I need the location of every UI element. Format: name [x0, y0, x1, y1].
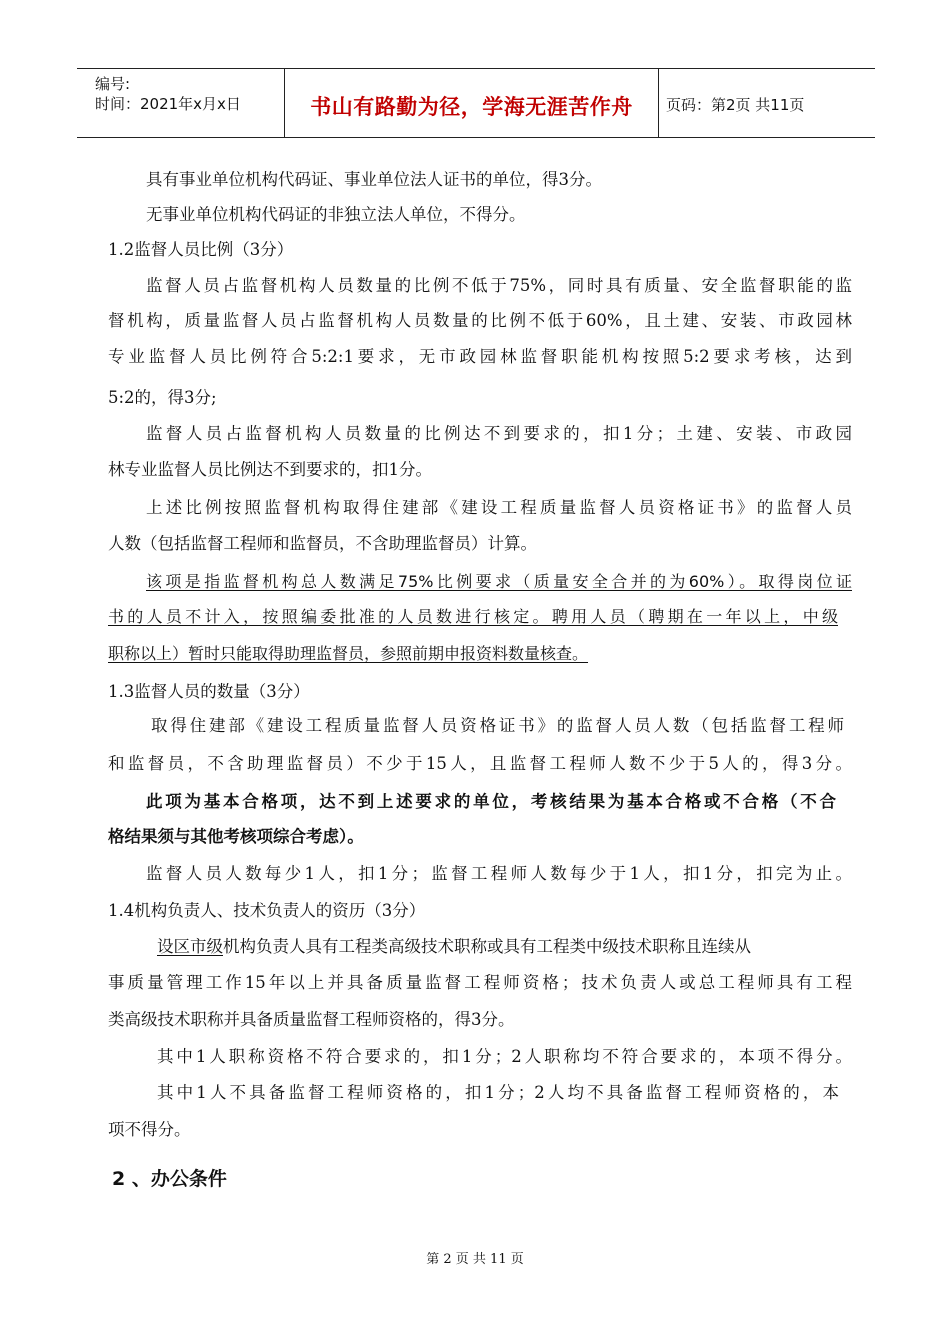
paragraph-line: 监督人员占监督机构人员数量的比例不低于75%，同时具有质量、安全监督职能的监: [146, 276, 852, 295]
paragraph-line: 事质量管理工作15年以上并具备质量监督工程师资格；技术负责人或总工程师具有工程: [108, 973, 852, 992]
paragraph-line: 和监督员，不含助理监督员）不少于15人，且监督工程师人数不少于5人的，得3分。: [108, 754, 852, 773]
document-header: [77, 68, 875, 138]
paragraph-line: 人数（包括监督工程师和监督员，不含助理监督员）计算。: [108, 534, 537, 553]
paragraph-line: 监督人员占监督机构人员数量的比例达不到要求的，扣1分；土建、安装、市政园: [146, 424, 852, 443]
paragraph-line: 项不得分。: [108, 1120, 191, 1139]
bold-note-line: 格结果须与其他考核项综合考虑）。: [108, 827, 364, 846]
paragraph-line: 5:2的，得3分;: [108, 388, 217, 407]
bold-note-line: 此项为基本合格项，达不到上述要求的单位，考核结果为基本合格或不合格（不合: [146, 792, 836, 811]
paragraph-line: 其中1人不具备监督工程师资格的，扣1分；2人均不具备监督工程师资格的，本: [157, 1083, 839, 1102]
paragraph-line: 林专业监督人员比例达不到要求的，扣1分。: [108, 460, 432, 479]
paragraph-line: 督机构，质量监督人员占监督机构人员数量的比例不低于60%，且土建、安装、市政园林: [108, 311, 852, 330]
paragraph-line: 其中1人职称资格不符合要求的，扣1分；2人职称均不符合要求的，本项不得分。: [157, 1047, 852, 1066]
paragraph-line: 具有事业单位机构代码证、事业单位法人证书的单位，得3分。: [146, 170, 602, 189]
paragraph-line: 取得住建部《建设工程质量监督人员资格证书》的监督人员人数（包括监督工程师: [151, 716, 844, 735]
header-right-cell: [659, 69, 875, 137]
document-number-label: 编号:: [95, 75, 131, 93]
note-line: 职称以上）暂时只能取得助理监督员，参照前期申报资料数量核查。: [108, 644, 589, 663]
section-heading-1-3: 1.3监督人员的数量（3分）: [108, 682, 310, 701]
paragraph-line: 监督人员人数每少1人，扣1分；监督工程师人数每少于1人，扣1分，扣完为止。: [146, 864, 852, 883]
header-page-label: 页码：第2页 共11页: [666, 96, 805, 114]
paragraph-line: [157, 935, 852, 959]
page-footer: 第 2 页 共 11 页: [426, 1252, 524, 1267]
paragraph-line: 类高级技术职称并具备质量监督工程师资格的，得3分。: [108, 1010, 515, 1029]
paragraph-line: 无事业单位机构代码证的非独立法人单位，不得分。: [146, 205, 526, 224]
header-motto: 书山有路勤为径，学海无涯苦作舟: [310, 95, 633, 119]
paragraph-text: 机构负责人具有工程类高级技术职称或具有工程类中级技术职称且连续从: [223, 937, 751, 956]
section-heading-1-4: 1.4机构负责人、技术负责人的资历（3分）: [108, 901, 426, 920]
paragraph-line: 专业监督人员比例符合5:2:1要求，无市政园林监督职能机构按照5:2要求考核，达到: [108, 347, 852, 366]
paragraph-line: 上述比例按照监督机构取得住建部《建设工程质量监督人员资格证书》的监督人员: [146, 498, 852, 517]
note-line: 书的人员不计入，按照编委批准的人员数进行核定。聘用人员（聘期在一年以上，中级: [108, 607, 838, 626]
section-heading-2: 2 、办公条件: [112, 1168, 227, 1190]
document-time-label: 时间：2021年x月x日: [95, 95, 241, 113]
header-center-cell: [285, 69, 659, 137]
header-left-cell: [77, 69, 285, 137]
underlined-term: 设区市级: [157, 937, 223, 956]
section-heading-1-2: 1.2监督人员比例（3分）: [108, 240, 294, 259]
note-line: 该项是指监督机构总人数满足75%比例要求（质量安全合并的为60%）。取得岗位证: [146, 572, 852, 591]
